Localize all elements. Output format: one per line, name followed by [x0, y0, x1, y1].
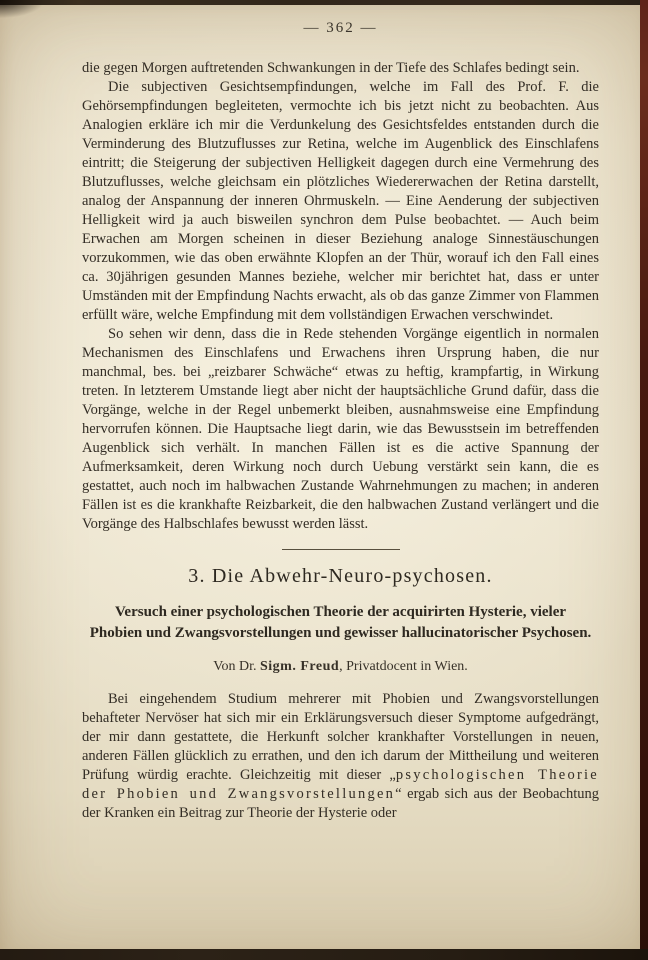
page-number: — 362 — [303, 20, 378, 36]
byline-suffix: , Privatdocent in Wien. [339, 659, 468, 674]
scan-edge-top [0, 0, 648, 5]
section-opening-paragraph [82, 690, 599, 823]
byline-prefix: Von Dr. [213, 659, 260, 674]
page-content [82, 16, 599, 823]
body-paragraph: Die subjectiven Gesichtsempfindungen, welche im Fall des Prof. F. die Gehörsempfindungen begleiteten, vermochte ich bis jetzt nicht zu beobachten. Aus Analogien erkläre ich mir die Verdunkelung des Gesichtsfeldes entstanden durch die Verminderung des Blutzuflusses zur Retina, welche im Augenblick des Einschlafens eintritt; die Steigerung der subjectiven Helligkeit dagegen durch eine Vermehrung des Blutzuflusses, welche gleichsam ein plötzliches Wiedererwachen der Retina darstellt, analog der Anspannung der inneren Ohrmuskeln. — Eine Aenderung der subjectiven Helligkeit wird ja auch bisweilen synchron dem Pulse beobachtet. — Auch beim Erwachen am Morgen scheinen in dieser Beziehung analoge Sinnestäuschungen vorzukommen, wie das oben erwähnte Klopfen an der Thür, worauf ich den Fall eines ca. 30jährigen gesunden Mannes beziehe, welcher mir berichtet hat, dass er unter Umständen mit der Empfindung Nachts erwacht, als ob das ganze Zimmer von Flammen erfüllt wäre, welche Empfindung mit dem vollständigen Erwachen verschwindet. [82, 79, 599, 323]
paragraph-text: Bei eingehendem Studium mehrerer mit Phobien und Zwangsvorstellungen behafteter Nervöser hat sich mir ein Erklärungsversuch dieser Symptome aufgedrängt, der mir dann gestattete, die Herkunft solcher krankhafter Vorstellungen in neuen, anderen Fällen glücklich zu errathen, und den ich darum der Mittheilung und weiteren Prüfung würdig erachte. Gleichzeitig mit dieser „ [82, 691, 599, 783]
author-name: Sigm. Freud [260, 659, 340, 674]
section-subtitle: Versuch einer psychologischen Theorie der acquirirten Hysterie, vieler Phobien und Zwangsvorstellungen und gewisser hallucinatorischer Psychosen. [89, 604, 592, 641]
section-heading: 3. Die Abwehr-Neuro-psychosen. [188, 565, 493, 587]
body-paragraph: So sehen wir denn, dass die in Rede stehenden Vorgänge eigentlich in normalen Mechanismen des Einschlafens und Erwachens ihren Ursprung haben, die nur manchmal, bes. bei „reizbarer Schwäche“ etwas zu heftig, krampfartig, in Wirkung treten. In letzterem Umstande liegt aber nicht der hauptsächliche Grund dafür, dass die Vorgänge, welche in der Regel unbemerkt bleiben, ausnahmsweise eine Empfindung hervorrufen können. Die Hauptsache liegt darin, wie das Bewusstsein im betreffenden Augenblick sich verhält. In manchen Fällen ist es die active Spannung der Aufmerksamkeit, deren Wirkung noch durch Uebung verstärkt sein kann, die es gestattet, auch noch im halbwachen Zustande Wahrnehmungen zu machen; in anderen Fällen ist es die krankhafte Reizbarkeit, die den halbwachen Zustand verlängert und die Vorgänge des Halbschlafes bewusst werden lässt. [82, 326, 599, 532]
emphasized-text: psychologischen Theorie der Phobien und Zwangsvorstellungen [82, 767, 599, 802]
scan-edge-right [640, 0, 648, 960]
body-paragraph-continuation: die gegen Morgen auftretenden Schwankungen in der Tiefe des Schlafes bedingt sein. [82, 60, 580, 76]
scan-edge-bottom [0, 949, 648, 960]
paragraph-text: “ ergab sich aus der Beobachtung der Kranken ein Beitrag zur Theorie der Hysterie oder [82, 786, 599, 821]
byline [82, 659, 599, 675]
section-divider [282, 549, 400, 550]
